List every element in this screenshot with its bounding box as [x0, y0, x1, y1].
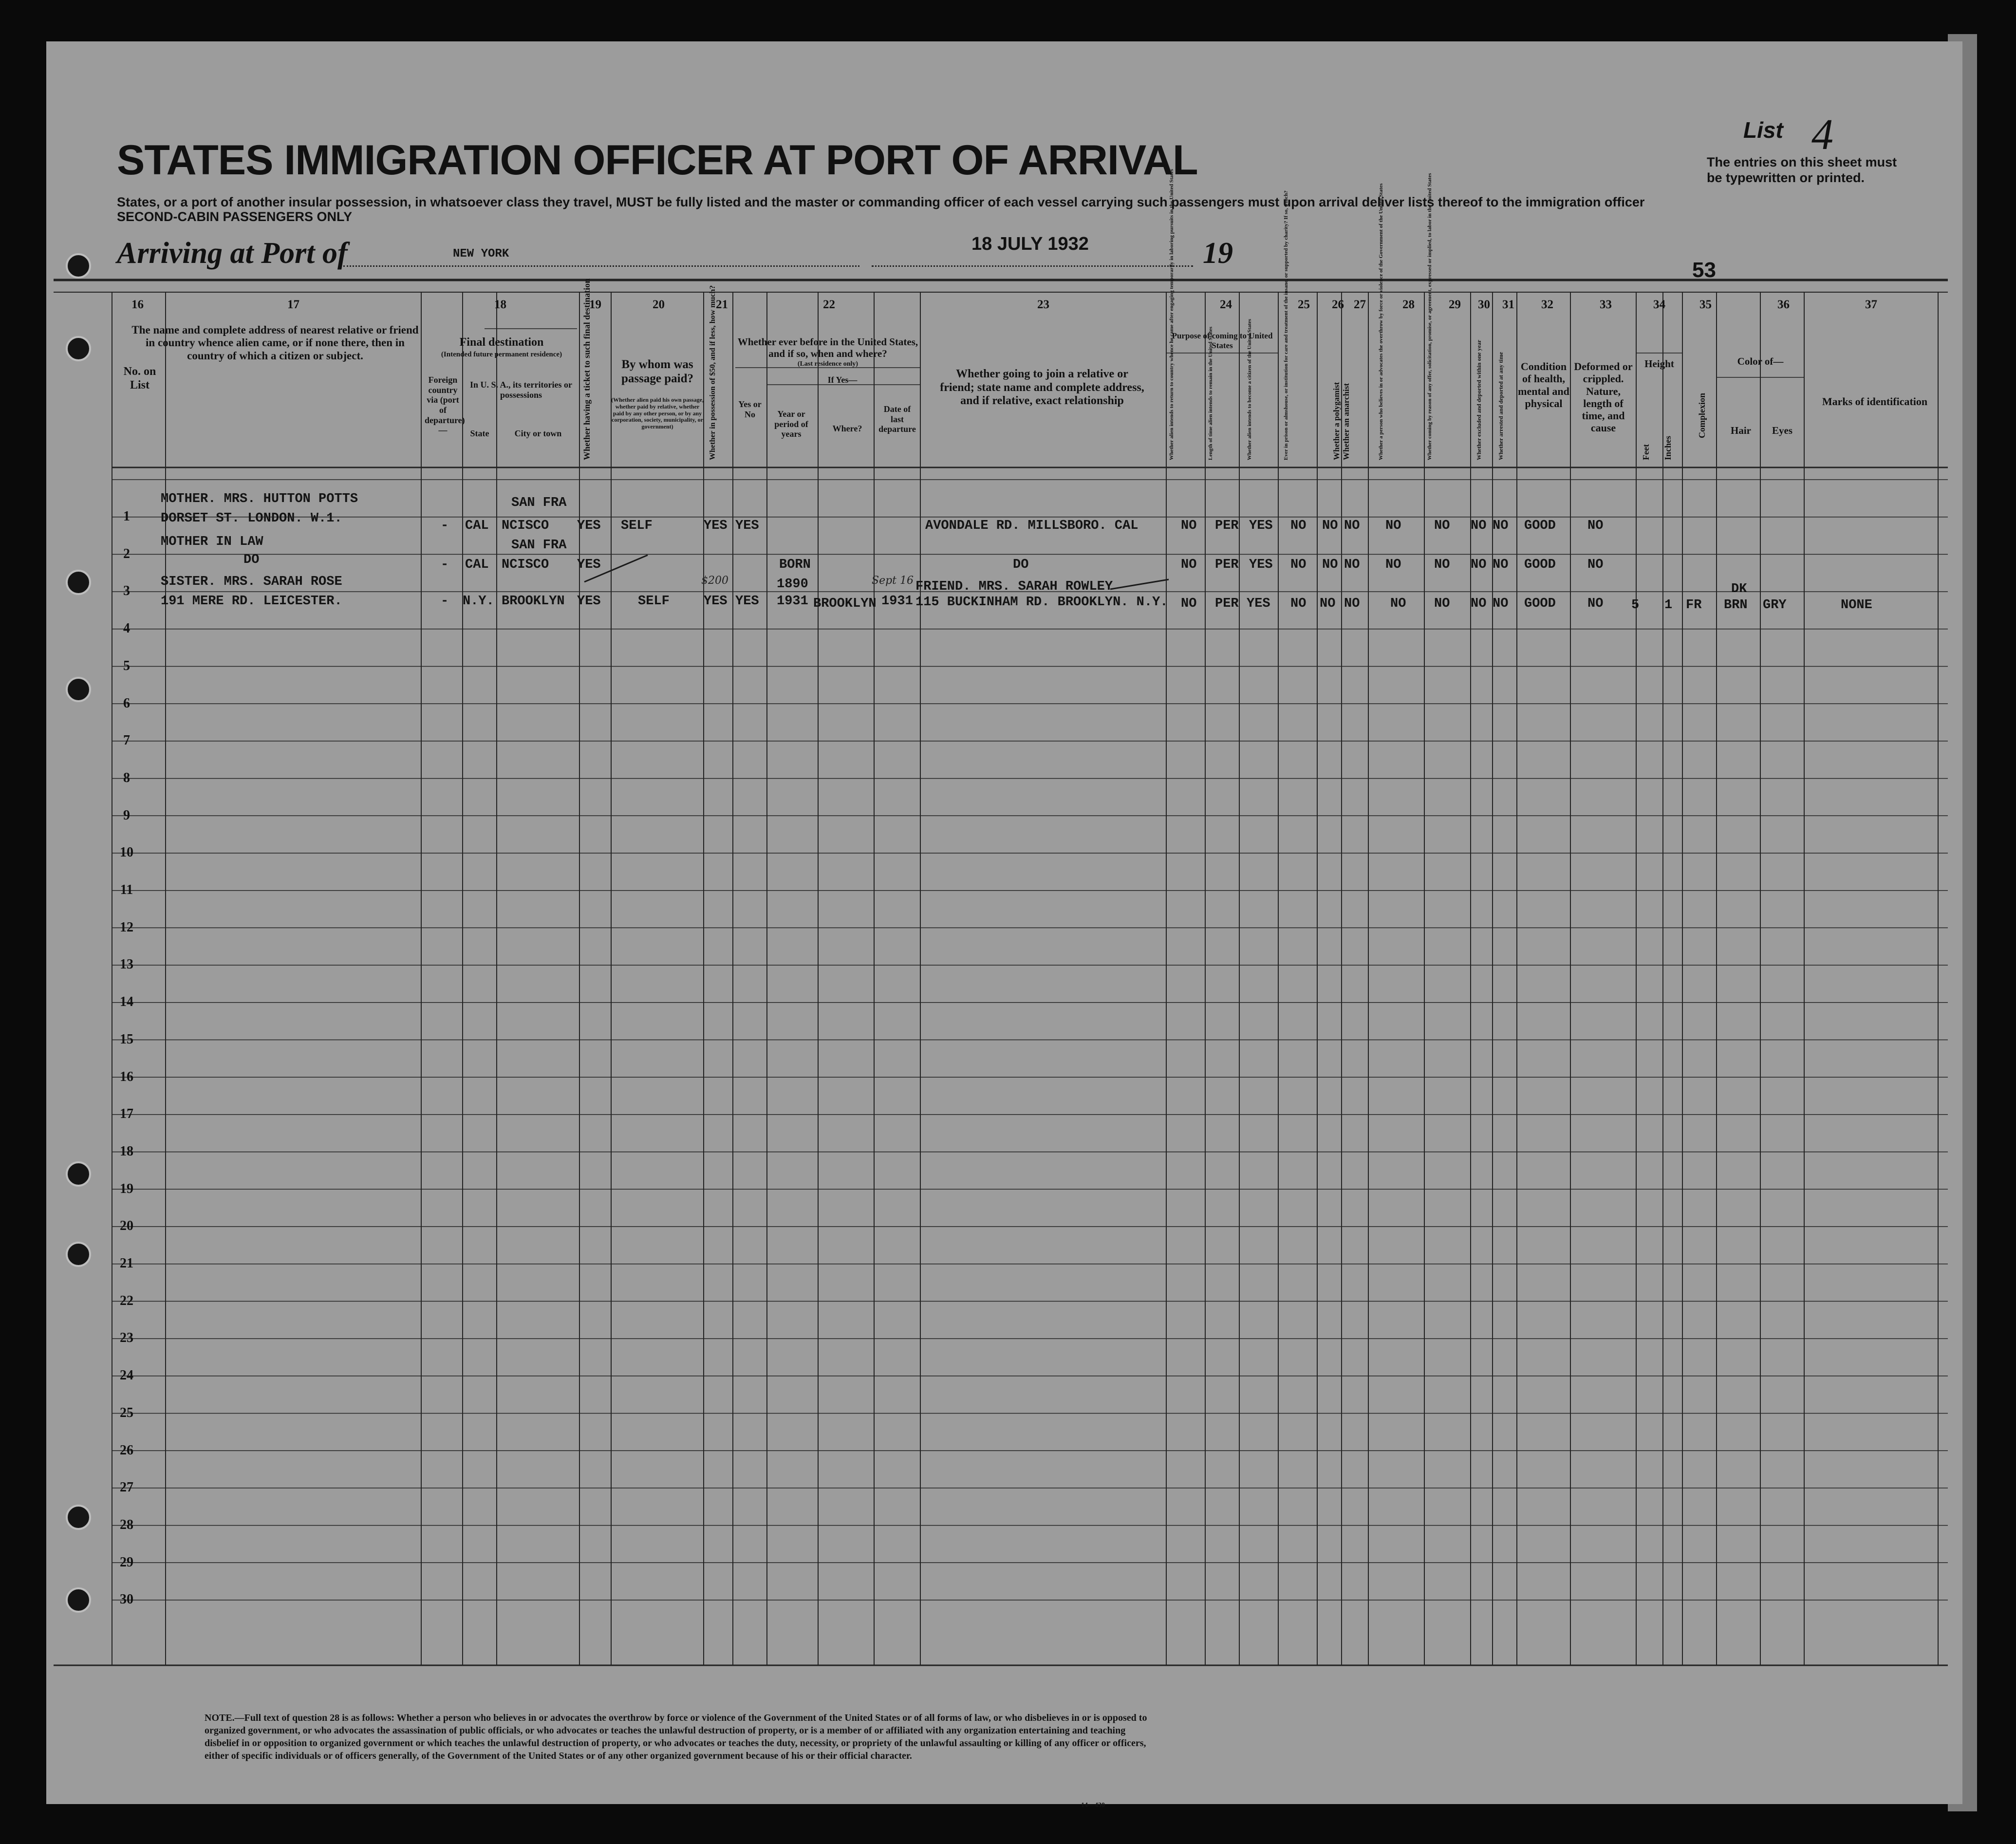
- hair-header: Hair: [1731, 425, 1751, 436]
- row3-state: N.Y.: [463, 594, 494, 609]
- purpose-header: Purpose of coming to United States: [1172, 331, 1273, 350]
- row1-city-2: NCISCO: [502, 519, 549, 533]
- last-residence-sub: (Last residence only): [797, 360, 859, 368]
- list-number: 4: [1811, 111, 1833, 159]
- row-number: 23: [120, 1330, 133, 1346]
- health-header: Condition of health, mental and physical: [1518, 360, 1569, 410]
- row-number: 7: [123, 733, 130, 748]
- usa-header: In U. S. A., its territories or possessions: [470, 380, 572, 400]
- row3-year-2: 1931: [777, 594, 808, 609]
- row3-paid-by: SELF: [638, 594, 670, 609]
- row3-deformed: NO: [1587, 596, 1604, 611]
- row2-year: BORN: [779, 558, 811, 572]
- port-value: NEW YORK: [453, 247, 509, 261]
- column-number: 17: [287, 298, 299, 311]
- row3-hair-2: BRN: [1724, 598, 1748, 613]
- row2-foreign-via: -: [441, 558, 449, 572]
- row-number: 19: [120, 1181, 133, 1196]
- row1-arrested: NO: [1493, 519, 1509, 533]
- row3-return: NO: [1181, 596, 1197, 611]
- row-number: 11: [120, 882, 133, 897]
- return-header: Whether alien intends to return to country whence he came after engaging temporarily in laboring pursuits in the United States: [1169, 169, 1175, 460]
- column-number: 24: [1220, 298, 1232, 311]
- row1-health: GOOD: [1524, 519, 1556, 533]
- row1-foreign-via: -: [441, 519, 449, 533]
- anarchist-header: Whether an anarchist: [1342, 383, 1351, 460]
- column-number: 22: [823, 298, 835, 311]
- column-number: 27: [1354, 298, 1366, 311]
- row3-marks: NONE: [1841, 598, 1872, 613]
- deformed-header: Deformed or crippled. Nature, length of time, and cause: [1574, 360, 1633, 434]
- labor-offer-header: Whether coming by reason of any offer, solicitation, promise, or agreement, expressed or implied, to labor in the United States: [1427, 173, 1433, 460]
- ticket-header: Whether having a ticket to such final destination: [582, 278, 592, 460]
- foreign-country-header: Foreign country via (port of departure)—: [425, 375, 465, 435]
- row2-ticket: YES: [577, 558, 601, 572]
- row-number: 3: [123, 583, 130, 599]
- city-header: City or town: [514, 428, 562, 438]
- row1-relative-1: MOTHER. MRS. HUTTON POTTS: [161, 492, 358, 506]
- row3-excluded: NO: [1471, 596, 1487, 611]
- row1-city-1: SAN FRA: [511, 496, 567, 510]
- row1-overthrow: NO: [1385, 519, 1401, 533]
- row3-inches: 1: [1664, 598, 1673, 613]
- if-yes-header: If Yes—: [827, 375, 858, 385]
- marks-header: Marks of identification: [1822, 395, 1928, 408]
- row2-anarchist: NO: [1344, 558, 1360, 572]
- column-number: 30: [1478, 298, 1490, 311]
- row3-fifty: YES: [704, 594, 728, 609]
- row2-city-1: SAN FRA: [511, 538, 567, 553]
- row2-health: GOOD: [1524, 558, 1556, 572]
- row2-arrested: NO: [1493, 558, 1509, 572]
- row2-joining: DO: [1013, 558, 1029, 572]
- column-number: 29: [1449, 298, 1461, 311]
- date-stamp: 18 JULY 1932: [971, 234, 1089, 254]
- row3-offer: NO: [1434, 596, 1450, 611]
- row-number: 29: [120, 1554, 133, 1570]
- row1-excluded: NO: [1471, 519, 1487, 533]
- passage-paid-header: By whom was passage paid?: [621, 358, 693, 385]
- page-title: STATES IMMIGRATION OFFICER AT PORT OF ARRIVAL: [117, 137, 1198, 184]
- row1-fifty: YES: [704, 519, 728, 533]
- row-number: 8: [123, 770, 130, 785]
- list-note-1: The entries on this sheet must: [1707, 155, 1897, 169]
- column-number: 25: [1298, 298, 1310, 311]
- row-number: 12: [120, 919, 133, 935]
- color-header: Color of—: [1737, 355, 1784, 367]
- row3-ticket: YES: [577, 594, 601, 609]
- row3-before: YES: [735, 594, 759, 609]
- row-number: 15: [120, 1031, 133, 1047]
- arriving-label: Arriving at Port of: [117, 237, 348, 270]
- row-number: 5: [123, 658, 130, 673]
- row2-deformed: NO: [1587, 558, 1604, 572]
- list-note-2: be typewritten or printed.: [1707, 170, 1865, 185]
- column-number: 32: [1541, 298, 1553, 311]
- row1-prison: NO: [1290, 519, 1307, 533]
- sheet-number: 53: [1692, 258, 1716, 282]
- length-of-stay-header: Length of time alien intends to remain in the United States: [1208, 326, 1213, 460]
- form-number: 14—430: [1081, 1802, 1105, 1809]
- row3-feet: 5: [1631, 598, 1640, 613]
- row-number: 21: [120, 1256, 133, 1271]
- row2-prison: NO: [1290, 558, 1307, 572]
- row2-relative-1: MOTHER IN LAW: [161, 535, 263, 549]
- column-number: 28: [1402, 298, 1415, 311]
- row3-fifty-handwritten: $200: [701, 575, 728, 587]
- relative-address-header: The name and complete address of nearest relative or friend in country whence alien came, or if none there, then in country of which a citizen or subject.: [131, 324, 419, 362]
- row2-excluded: NO: [1471, 558, 1487, 572]
- row3-complexion: FR: [1686, 598, 1702, 613]
- class-line: SECOND-CABIN PASSENGERS ONLY: [117, 209, 353, 224]
- row3-health: GOOD: [1524, 596, 1556, 611]
- column-number: 31: [1502, 298, 1514, 311]
- row-number: 6: [123, 695, 130, 711]
- row-number: 22: [120, 1293, 133, 1308]
- row1-anarchist: NO: [1344, 519, 1360, 533]
- row-number: 25: [120, 1405, 133, 1420]
- row-number: 2: [123, 546, 130, 561]
- row-number: 28: [120, 1517, 133, 1532]
- row3-length: PER: [1215, 596, 1239, 611]
- row-number: 16: [120, 1069, 133, 1084]
- column-number: 21: [716, 298, 728, 311]
- polygamist-header: Whether a polygamist: [1332, 382, 1341, 460]
- row2-citizen: YES: [1249, 558, 1273, 572]
- row3-eyes: GRY: [1763, 598, 1787, 613]
- year-prefix: 19: [1203, 237, 1233, 270]
- row2-offer: NO: [1434, 558, 1450, 572]
- column-number: 16: [131, 298, 144, 311]
- row3-date: 1931: [881, 594, 913, 609]
- row2-return: NO: [1181, 558, 1197, 572]
- row-number: 9: [123, 807, 130, 823]
- yes-no-header: Yes or No: [738, 399, 762, 419]
- row1-ticket: YES: [577, 519, 601, 533]
- arrested-header: Whether arrested and deported at any time: [1497, 352, 1504, 460]
- no-on-list-header: No. on List: [123, 365, 156, 391]
- row-number: 14: [120, 994, 133, 1010]
- row3-overthrow: NO: [1390, 596, 1406, 611]
- row-number: 30: [120, 1592, 133, 1607]
- row3-where: BROOKLYN: [813, 596, 877, 611]
- row3-arrested: NO: [1493, 596, 1509, 611]
- row3-anarchist: NO: [1344, 596, 1360, 611]
- row3-date-handwritten: Sept 16: [872, 575, 914, 587]
- row-number: 17: [120, 1106, 133, 1122]
- column-number: 33: [1600, 298, 1612, 311]
- row2-city-2: NCISCO: [502, 558, 549, 572]
- row1-paid-by: SELF: [621, 519, 653, 533]
- prison-header: Ever in prison or almshouse, or institution for care and treatment of the insane, or supported by charity? If so, which?: [1283, 190, 1289, 460]
- row-number: 24: [120, 1368, 133, 1383]
- eyes-header: Eyes: [1772, 425, 1792, 436]
- row-number: 4: [123, 621, 130, 636]
- height-header: Height: [1644, 358, 1674, 370]
- ever-before-header: Whether ever before in the United States, and if so, when and where?: [737, 336, 918, 360]
- date-departure-header: Date of last departure: [878, 404, 916, 434]
- row1-polygamist: NO: [1322, 519, 1338, 533]
- row1-state: CAL: [465, 519, 489, 533]
- inches-header: Inches: [1663, 435, 1673, 460]
- row3-city: BROOKLYN: [502, 594, 565, 609]
- row1-citizen: YES: [1249, 519, 1273, 533]
- going-to-join-header: Whether going to join a relative or friend; state name and complete address, and if relative, exact relationship: [940, 368, 1144, 408]
- row1-joining: AVONDALE RD. MILLSBORO. CAL: [925, 519, 1139, 533]
- row3-hair-1: DK: [1731, 582, 1747, 596]
- column-number: 18: [494, 298, 506, 311]
- row3-relative-1: SISTER. MRS. SARAH ROSE: [161, 575, 342, 589]
- column-number: 26: [1332, 298, 1344, 311]
- column-number: 35: [1699, 298, 1712, 311]
- row-number: 13: [120, 957, 133, 972]
- final-destination-sub: (Intended future permanent residence): [441, 351, 562, 358]
- row2-overthrow: NO: [1385, 558, 1401, 572]
- footnote-question-28: NOTE.—Full text of question 28 is as follows: Whether a person who believes in or advocates the overthrow by force or violence of the Government of the United States or of all forms of law, or who disbelieves in or is opposed to organized government, or who advocates the assassination of public officials, or who advocates or teaches the unlawful destruction of property, or is a member of or affiliated with any organization entertaining and teaching disbelief in or opposition to organized government or which teaches the unlawful destruction of property, or who advocates or teaches the duty, necessity, or propriety of the unlawful assaulting or killing of any officer or officers, either of specific individuals or of officers generally, of the Government of the United States or of any other organized government because of his or their official character.: [205, 1713, 1147, 1761]
- row3-polygamist: NO: [1320, 596, 1336, 611]
- row-number: 18: [120, 1143, 133, 1159]
- state-header: State: [470, 428, 489, 438]
- subtitle: States, or a port of another insular possession, in whatsoever class they travel, MUST be fully listed and the master or commanding officer of each vessel carrying such passengers must upon arrival deliver lists thereof to the immigration officer: [117, 195, 1645, 209]
- overthrow-header: Whether a person who believes in or advocates the overthrow by force or violence of the Government of the United States: [1378, 183, 1384, 460]
- row1-before: YES: [735, 519, 759, 533]
- where-header: Where?: [832, 424, 862, 433]
- final-destination-header: Final destination: [459, 336, 544, 349]
- row2-polygamist: NO: [1322, 558, 1338, 572]
- column-number: 20: [653, 298, 665, 311]
- passage-paid-sub: (Whether alien paid his own passage, whether paid by relative, whether paid by any other person, or by any corporation, society, municipality, or government): [611, 396, 704, 430]
- row1-relative-2: DORSET ST. LONDON. W.1.: [161, 511, 342, 526]
- year-header: Year or period of years: [774, 409, 808, 439]
- row3-year-1: 1890: [777, 577, 808, 592]
- row3-prison: NO: [1290, 596, 1307, 611]
- column-number: 23: [1037, 298, 1049, 311]
- row2-length: PER: [1215, 558, 1239, 572]
- row3-relative-2: 191 MERE RD. LEICESTER.: [161, 594, 342, 609]
- column-number: 19: [589, 298, 601, 311]
- row3-citizen: YES: [1247, 596, 1270, 611]
- column-number: 34: [1653, 298, 1665, 311]
- column-number: 36: [1777, 298, 1790, 311]
- row1-length: PER: [1215, 519, 1239, 533]
- row-number: 10: [120, 845, 133, 860]
- complexion-header: Complexion: [1697, 392, 1707, 438]
- row-number: 26: [120, 1442, 133, 1458]
- row2-relative-2: DO: [243, 553, 260, 567]
- feet-header: Feet: [1641, 444, 1651, 460]
- row-number: 27: [120, 1480, 133, 1495]
- fifty-dollars-header: Whether in possession of $50, and if less, how much?: [709, 285, 717, 460]
- row3-joining-1: FRIEND. MRS. SARAH ROWLEY: [915, 579, 1113, 594]
- row1-deformed: NO: [1587, 519, 1604, 533]
- column-number: 37: [1865, 298, 1877, 311]
- row3-foreign-via: -: [441, 594, 449, 609]
- list-label: List: [1743, 117, 1783, 143]
- row-number: 20: [120, 1218, 133, 1234]
- row1-offer: NO: [1434, 519, 1450, 533]
- row3-joining-2: 115 BUCKINHAM RD. BROOKLYN. N.Y.: [915, 595, 1168, 610]
- excluded-header: Whether excluded and deported within one year: [1475, 339, 1482, 460]
- row2-state: CAL: [465, 558, 489, 572]
- row-number: 1: [123, 509, 130, 524]
- citizen-intent-header: Whether alien intends to become a citizen of the United States: [1247, 318, 1252, 460]
- row1-return: NO: [1181, 519, 1197, 533]
